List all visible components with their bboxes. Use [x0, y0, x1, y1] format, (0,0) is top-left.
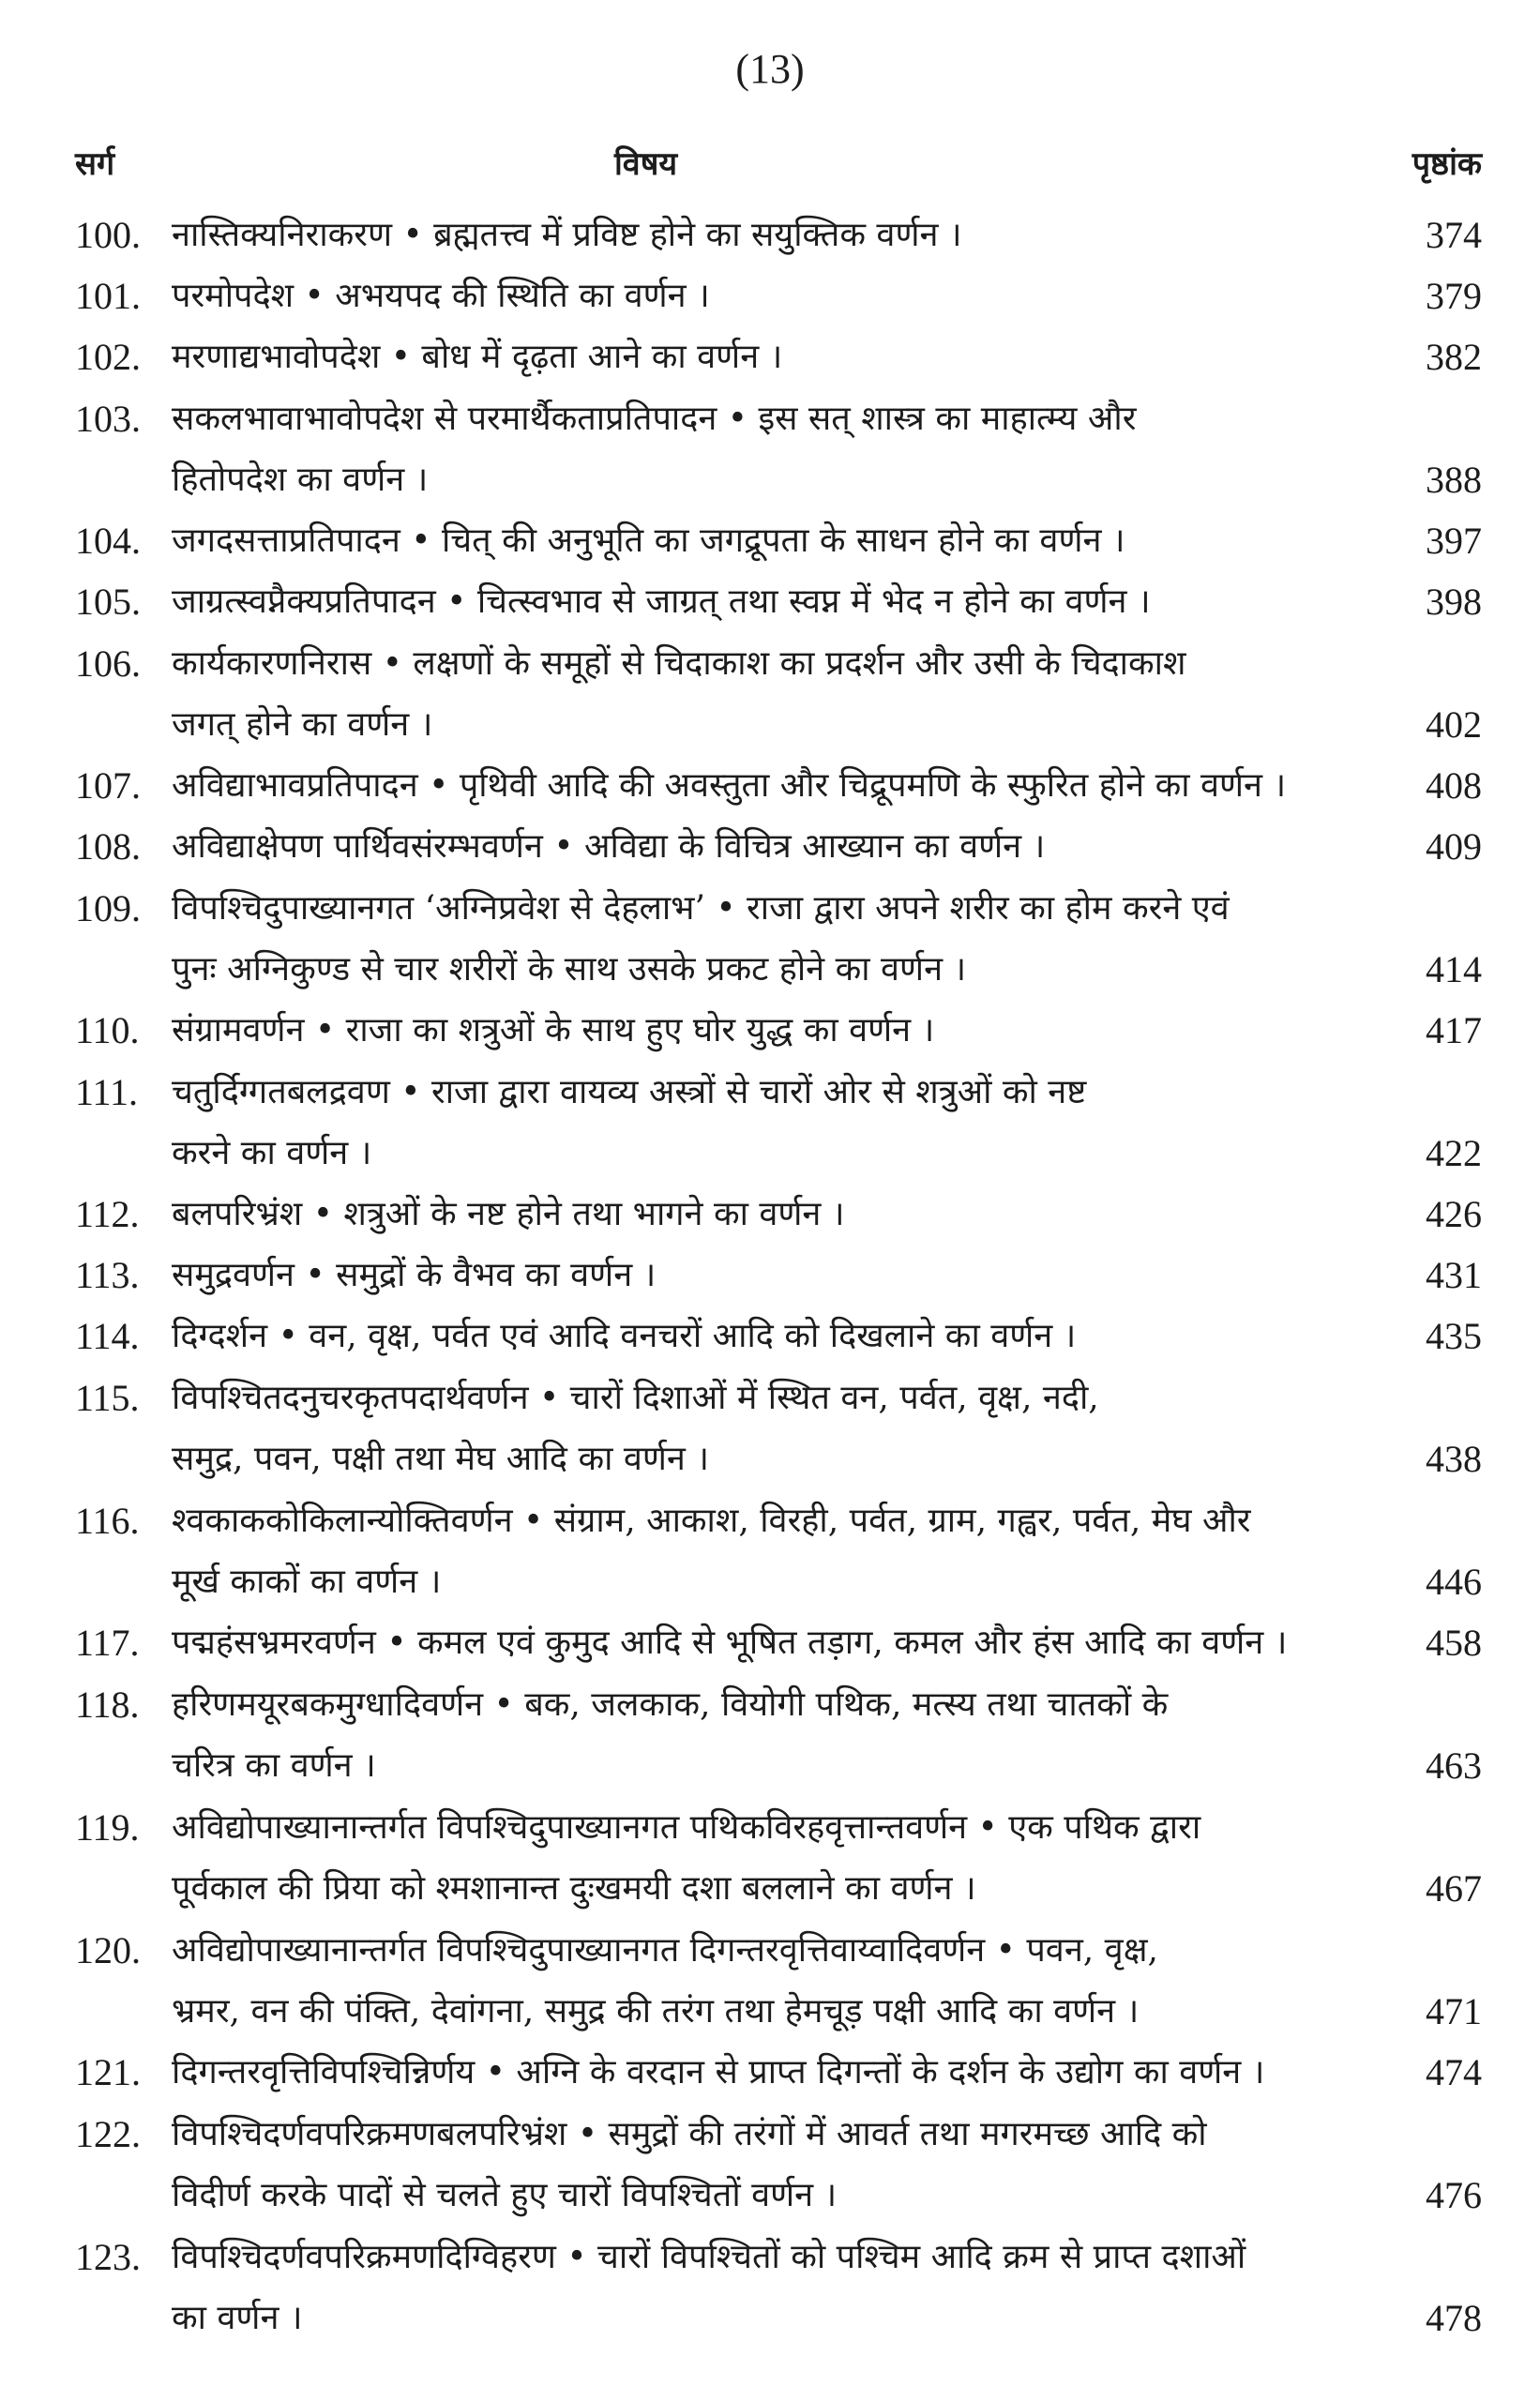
entry-page-number: 409: [1426, 825, 1482, 868]
entry-description-line: दिगन्तरवृत्तिविपश्चिन्निर्णय • अग्नि के वरदान से प्राप्त दिगन्तों के दर्शन के उद्योग का वर्णन ।: [172, 2053, 1265, 2091]
toc-entry: [75, 1674, 1482, 1796]
toc-entry: [75, 388, 1482, 510]
entry-description-line: समुद्रवर्णन • समुद्रों के वैभव का वर्णन ।: [172, 1256, 657, 1294]
entry-page-number: 426: [1426, 1193, 1482, 1235]
toc-entry: [75, 816, 1482, 877]
entry-description: [164, 388, 1397, 510]
entry-description-line: विपश्चितदनुचरकृतपदार्थवर्णन • चारों दिशाओं में स्थित वन, पर्वत, वृक्ष, नदी,: [172, 1379, 1099, 1417]
entry-description-line: दिग्दर्शन • वन, वृक्ष, पर्वत एवं आदि वनचरों आदि को दिखलाने का वर्णन ।: [172, 1317, 1077, 1355]
header-vishay: विषय: [614, 145, 678, 183]
entry-description: [164, 1306, 1397, 1367]
entry-description-line: पुनः अग्निकुण्ड से चार शरीरों के साथ उसके प्रकट होने का वर्णन ।: [172, 950, 967, 989]
entry-description: [164, 1797, 1397, 1919]
toc-entry: [75, 510, 1482, 571]
entry-number: 118.: [75, 1684, 140, 1726]
toc-entry: [75, 1490, 1482, 1612]
entry-description-line: जगदसत्ताप्रतिपादन • चित् की अनुभूति का जगद्रूपता के साधन होने का वर्णन ।: [172, 521, 1125, 560]
entry-description: [164, 510, 1397, 571]
entry-number: 114.: [75, 1315, 140, 1357]
entry-description: [164, 1490, 1397, 1612]
entry-page-number: 408: [1426, 764, 1482, 807]
entry-description: [164, 816, 1397, 877]
entry-page-number: 431: [1426, 1254, 1482, 1296]
entry-description-line: भ्रमर, वन की पंक्ति, देवांगना, समुद्र की तरंग तथा हेमचूड़ पक्षी आदि का वर्णन ।: [172, 1992, 1140, 2031]
entry-description-line: विपश्चिदुपाख्यानगत ‘अग्निप्रवेश से देहलाभ’ • राजा द्वारा अपने शरीर का होम करने एवं: [172, 889, 1230, 928]
entry-description: [164, 265, 1397, 326]
entry-description-line: अविद्याभावप्रतिपादन • पृथिवी आदि की अवस्तुता और चिद्रूपमणि के स्फुरित होने का वर्णन ।: [172, 766, 1287, 805]
header-prishthank: पृष्ठांक: [1412, 145, 1482, 183]
entry-page-number: 446: [1426, 1561, 1482, 1603]
entry-description: [164, 878, 1397, 1000]
entry-description: [164, 326, 1397, 387]
toc-entry: [75, 2104, 1482, 2226]
entry-description: [164, 1920, 1397, 2042]
toc-entry: [75, 1306, 1482, 1367]
entry-description-line: कार्यकारणनिरास • लक्षणों के समूहों से चिदाकाश का प्रदर्शन और उसी के चिदाकाश: [172, 644, 1186, 683]
toc-entry: [75, 1000, 1482, 1061]
entry-page-number: 414: [1426, 948, 1482, 990]
toc-entry: [75, 1245, 1482, 1306]
entry-description-line: विदीर्ण करके पादों से चलते हुए चारों विपश्चितों वर्णन ।: [172, 2176, 838, 2214]
entry-page-number: 463: [1426, 1744, 1482, 1787]
entry-description-line: मूर्ख काकों का वर्णन ।: [172, 1563, 442, 1601]
entry-number: 122.: [75, 2113, 141, 2155]
entry-description: [164, 1367, 1397, 1489]
entry-number: 106.: [75, 642, 141, 685]
entry-description-line: अविद्योपाख्यानान्तर्गत विपश्चिदुपाख्यानगत पथिकविरहवृत्तान्तवर्णन • एक पथिक द्वारा: [172, 1808, 1201, 1847]
entry-number: 117.: [75, 1622, 140, 1664]
entry-page-number: 467: [1426, 1867, 1482, 1910]
entry-description-line: विपश्चिदर्णवपरिक्रमणबलपरिभ्रंश • समुद्रों की तरंगों में आवर्त तथा मगरमच्छ आदि को: [172, 2115, 1207, 2153]
toc-entry: [75, 1184, 1482, 1245]
entry-description-line: नास्तिक्यनिराकरण • ब्रह्मतत्त्व में प्रविष्ट होने का सयुक्तिक वर्णन ।: [172, 216, 962, 254]
toc-entry: [75, 204, 1482, 265]
entry-number: 107.: [75, 764, 141, 807]
table-header: [75, 141, 1482, 188]
entry-number: 120.: [75, 1929, 141, 1971]
toc-entry: [75, 755, 1482, 816]
entry-description: [164, 633, 1397, 755]
header-sarg: सर्ग: [75, 145, 115, 183]
entry-description-line: हरिणमयूरबकमुग्धादिवर्णन • बक, जलकाक, वियोगी पथिक, मत्स्य तथा चातकों के: [172, 1685, 1169, 1724]
entry-description-line: परमोपदेश • अभयपद की स्थिति का वर्णन ।: [172, 277, 710, 315]
table-of-contents: [75, 204, 1482, 2348]
toc-entry: [75, 1062, 1482, 1184]
entry-number: 103.: [75, 398, 141, 440]
entry-number: 119.: [75, 1806, 140, 1849]
toc-entry: [75, 633, 1482, 755]
entry-description: [164, 571, 1397, 632]
entry-description-line: पद्महंसभ्रमरवर्णन • कमल एवं कुमुद आदि से भूषित तड़ाग, कमल और हंस आदि का वर्णन ।: [172, 1623, 1288, 1662]
entry-description: [164, 1062, 1397, 1184]
entry-number: 115.: [75, 1377, 140, 1419]
toc-entry: [75, 1612, 1482, 1673]
entry-page-number: 478: [1426, 2297, 1482, 2339]
toc-entry: [75, 571, 1482, 632]
entry-description: [164, 2227, 1397, 2348]
entry-description: [164, 1184, 1397, 1245]
entry-description: [164, 1674, 1397, 1796]
entry-page-number: 422: [1426, 1132, 1482, 1174]
entry-description-line: चरित्र का वर्णन ।: [172, 1746, 376, 1785]
entry-page-number: 438: [1426, 1438, 1482, 1480]
entry-page-number: 374: [1426, 214, 1482, 256]
toc-entry: [75, 878, 1482, 1000]
toc-entry: [75, 265, 1482, 326]
entry-number: 101.: [75, 275, 141, 317]
entry-number: 112.: [75, 1193, 140, 1235]
entry-number: 121.: [75, 2051, 141, 2093]
entry-number: 100.: [75, 214, 141, 256]
entry-description-line: जगत् होने का वर्णन ।: [172, 705, 433, 744]
toc-entry: [75, 2227, 1482, 2348]
entry-page-number: 382: [1426, 336, 1482, 378]
entry-description-line: बलपरिभ्रंश • शत्रुओं के नष्ट होने तथा भागने का वर्णन ।: [172, 1195, 845, 1233]
entry-page-number: 388: [1426, 459, 1482, 501]
entry-description-line: चतुर्दिग्गतबलद्रवण • राजा द्वारा वायव्य अस्त्रों से चारों ओर से शत्रुओं को नष्ट: [172, 1073, 1087, 1111]
entry-description: [164, 1612, 1397, 1673]
entry-description-line: समुद्र, पवन, पक्षी तथा मेघ आदि का वर्णन ।: [172, 1440, 709, 1478]
entry-description: [164, 2104, 1397, 2226]
entry-page-number: 471: [1426, 1990, 1482, 2032]
entry-number: 113.: [75, 1254, 140, 1296]
entry-description: [164, 204, 1397, 265]
page-number: (13): [735, 46, 805, 92]
entry-description-line: अविद्योपाख्यानान्तर्गत विपश्चिदुपाख्यानगत दिगन्तरवृत्तिवाय्वादिवर्णन • पवन, वृक्ष,: [172, 1931, 1158, 1970]
toc-entry: [75, 2042, 1482, 2103]
entry-number: 105.: [75, 581, 141, 623]
entry-description-line: अविद्याक्षेपण पार्थिवसंरम्भवर्णन • अविद्या के विचित्र आख्यान का वर्णन ।: [172, 827, 1046, 866]
entry-page-number: 402: [1426, 703, 1482, 746]
entry-description-line: श्वकाककोकिलान्योक्तिवर्णन • संग्राम, आकाश, विरही, पर्वत, ग्राम, गह्वर, पर्वत, मेघ और: [172, 1502, 1251, 1540]
entry-number: 116.: [75, 1500, 140, 1542]
entry-page-number: 474: [1426, 2051, 1482, 2093]
entry-page-number: 417: [1426, 1009, 1482, 1051]
entry-description-line: पूर्वकाल की प्रिया को श्मशानान्त दुःखमयी दशा बललाने का वर्णन ।: [172, 1869, 976, 1908]
entry-description-line: करने का वर्णन ।: [172, 1134, 372, 1172]
toc-entry: [75, 1367, 1482, 1489]
entry-page-number: 458: [1426, 1622, 1482, 1664]
entry-page-number: 435: [1426, 1315, 1482, 1357]
entry-description-line: का वर्णन ।: [172, 2299, 303, 2337]
toc-entry: [75, 1920, 1482, 2042]
entry-description-line: संग्रामवर्णन • राजा का शत्रुओं के साथ हुए घोर युद्ध का वर्णन ।: [172, 1011, 935, 1049]
entry-description-line: मरणाद्यभावोपदेश • बोध में दृढ़ता आने का वर्णन ।: [172, 338, 783, 376]
entry-description-line: विपश्चिदर्णवपरिक्रमणदिग्विहरण • चारों विपश्चितों को पश्चिम आदि क्रम से प्राप्त दशाओं: [172, 2238, 1246, 2276]
entry-page-number: 398: [1426, 581, 1482, 623]
entry-number: 102.: [75, 336, 141, 378]
entry-page-number: 379: [1426, 275, 1482, 317]
entry-description-line: हितोपदेश का वर्णन ।: [172, 461, 429, 499]
entry-number: 123.: [75, 2236, 141, 2278]
entry-page-number: 476: [1426, 2174, 1482, 2216]
entry-number: 111.: [75, 1071, 139, 1113]
entry-description: [164, 755, 1397, 816]
entry-description: [164, 1245, 1397, 1306]
entry-description-line: सकलभावाभावोपदेश से परमार्थैकताप्रतिपादन • इस सत् शास्त्र का माहात्म्य और: [172, 400, 1137, 438]
entry-description: [164, 1000, 1397, 1061]
entry-page-number: 397: [1426, 520, 1482, 562]
entry-description-line: जाग्रत्स्वप्नैक्यप्रतिपादन • चित्स्वभाव से जाग्रत् तथा स्वप्न में भेद न होने का वर्णन ।: [172, 582, 1151, 621]
toc-entry: [75, 326, 1482, 387]
toc-entry: [75, 1797, 1482, 1919]
entry-number: 109.: [75, 887, 141, 929]
entry-number: 104.: [75, 520, 141, 562]
entry-number: 110.: [75, 1009, 140, 1051]
entry-description: [164, 2042, 1397, 2103]
entry-number: 108.: [75, 825, 141, 868]
